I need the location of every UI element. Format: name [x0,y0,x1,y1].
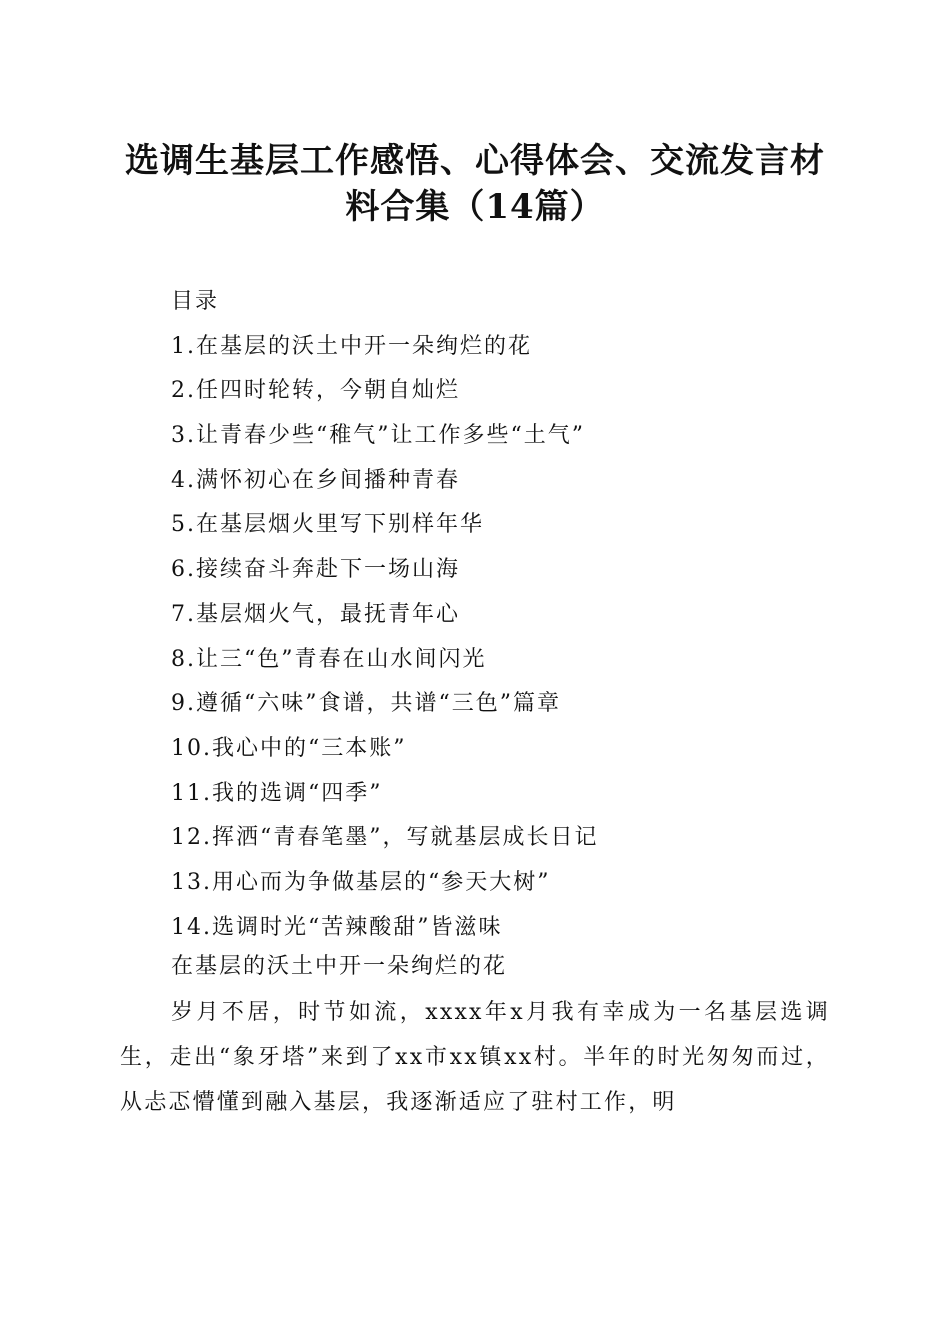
title-line-2: 料合集（14篇） [345,187,605,227]
body-paragraph: 岁月不居，时节如流，xxxx年x月我有幸成为一名基层选调生，走出“象牙塔”来到了xx市xx镇xx村。半年的时光匆匆而过，从忐忑懵懂到融入基层，我逐渐适应了驻村工作，明 [120,1000,830,1115]
title-line-1: 选调生基层工作感悟、心得体会、交流发言材 [125,141,825,181]
table-of-contents [171,280,598,950]
toc-item: 13.用心而为争做基层的“参天大树” [171,869,551,895]
toc-item: 11.我的选调“四季” [171,780,383,806]
toc-item: 14.选调时光“苦辣酸甜”皆滋味 [171,914,503,940]
toc-item: 8.让三“色”青春在山水间闪光 [171,646,487,672]
section-title: 在基层的沃土中开一朵绚烂的花 [171,954,508,979]
toc-item: 4.满怀初心在乡间播种青春 [171,467,460,493]
toc-item: 2.任四时轮转，今朝自灿烂 [171,378,460,404]
toc-item: 10.我心中的“三本账” [171,735,407,761]
toc-item: 5.在基层烟火里写下别样年华 [171,512,484,538]
toc-item: 9.遵循“六味”食谱，共谱“三色”篇章 [171,691,561,717]
toc-item: 6.接续奋斗奔赴下一场山海 [171,557,460,583]
toc-item: 1.在基层的沃土中开一朵绚烂的花 [171,333,532,359]
toc-heading: 目录 [171,289,220,314]
toc-item: 7.基层烟火气，最抚青年心 [171,601,460,627]
toc-item: 3.让青春少些“稚气”让工作多些“土气” [171,423,585,449]
toc-item: 12.挥洒“青春笔墨”，写就基层成长日记 [171,825,599,851]
document-title [110,138,840,230]
